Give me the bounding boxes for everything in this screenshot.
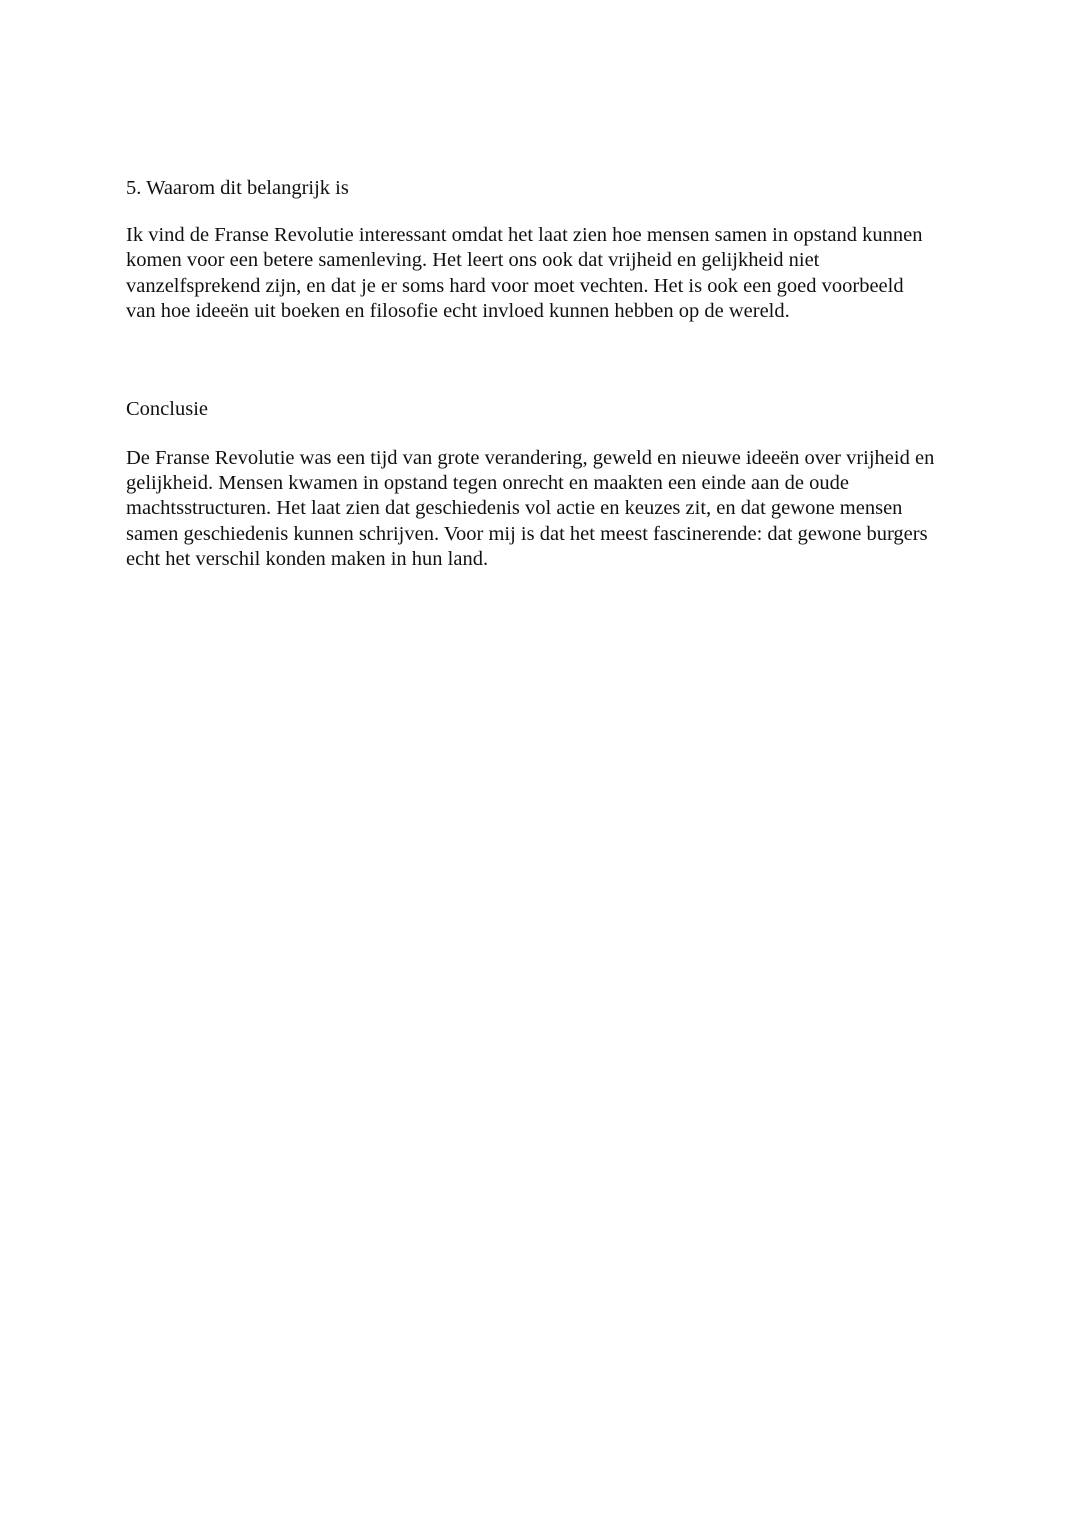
section-paragraph-waarom-dit-belangrijk-is: Ik vind de Franse Revolutie interessant omdat het laat zien hoe mensen samen in opstand kunnen komen voor een betere samenleving. Het leert ons ook dat vrijheid en gelijkheid niet vanzelfsprekend zijn, en dat je er soms hard voor moet vechten. Het is ook een goed voorbeeld van hoe ideeën uit boeken en filosofie echt invloed kunnen hebben op de wereld. bbox=[126, 224, 923, 323]
spacer-between-sections bbox=[126, 325, 938, 397]
spacer-heading-paragraph-2 bbox=[126, 422, 938, 446]
section-paragraph-conclusie: De Franse Revolutie was een tijd van grote verandering, geweld en nieuwe ideeën over vrijheid en gelijkheid. Mensen kwamen in opstand tegen onrecht en maakten een einde aan de oude machtsstructuren. Het laat zien dat geschiedenis vol actie en keuzes zit, en dat gewone mensen samen geschiedenis kunnen schrijven. Voor mij is dat het meest fascinerende: dat gewone burgers echt het verschil konden maken in hun land. bbox=[126, 446, 935, 571]
section-heading-waarom-dit-belangrijk-is: 5. Waarom dit belangrijk is bbox=[126, 177, 349, 199]
document-body bbox=[126, 176, 938, 573]
spacer-heading-paragraph-1 bbox=[126, 201, 938, 223]
section-heading-conclusie: Conclusie bbox=[126, 397, 208, 420]
